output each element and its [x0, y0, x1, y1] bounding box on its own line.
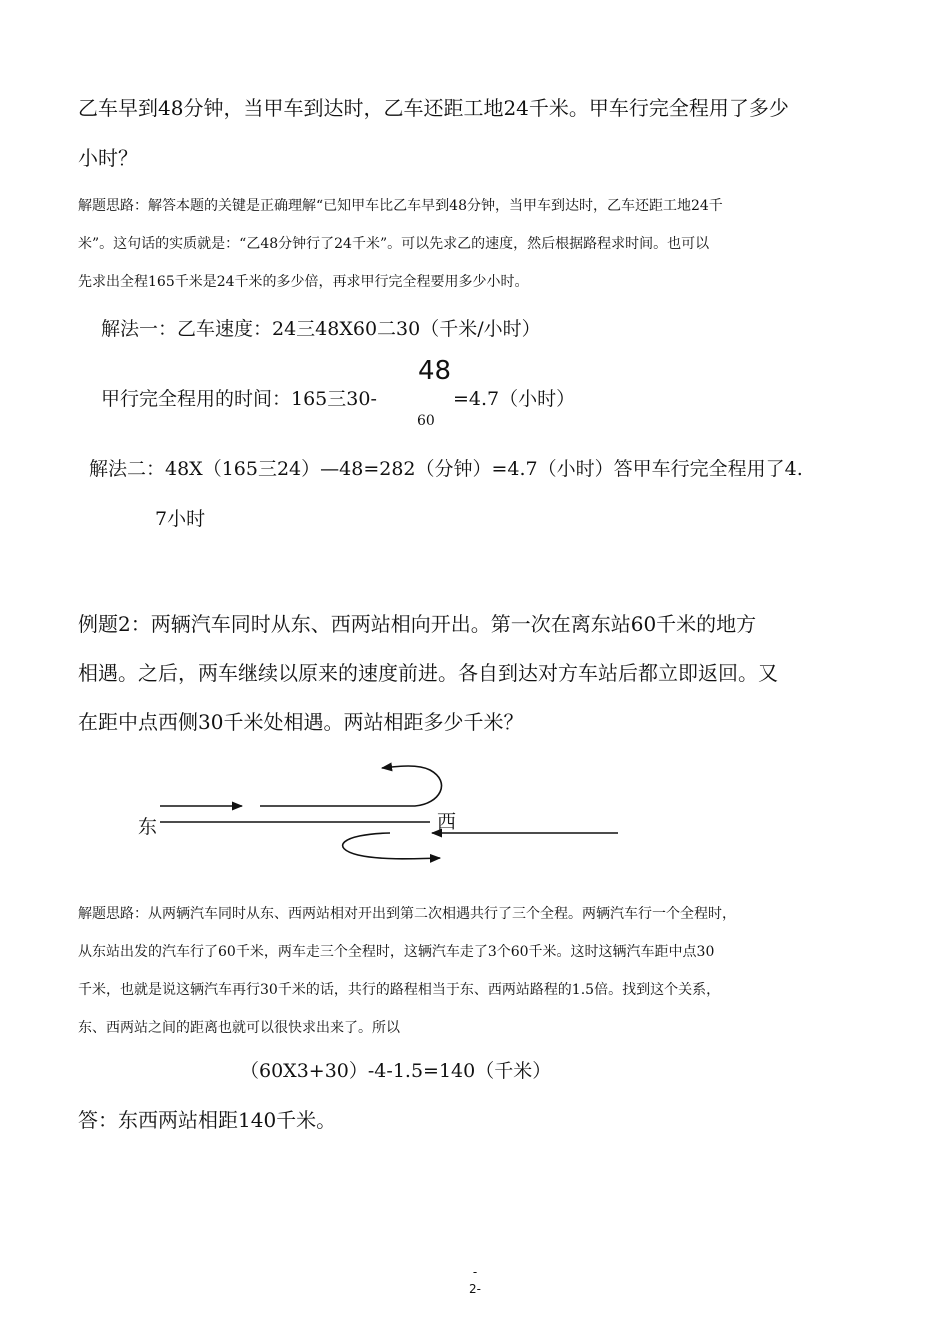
problem2-text-line1: 例题2：两辆汽车同时从东、西两站相向开出。第一次在离东站60千米的地方 [78, 612, 757, 636]
label-east: 东 [138, 816, 158, 838]
method2-line2: 7小时 [155, 508, 206, 530]
fraction-numerator: 48 [418, 356, 452, 386]
fraction-denominator: 60 [417, 413, 435, 429]
east-car-return-path [260, 766, 442, 806]
label-west: 西 [437, 811, 457, 833]
problem1-text-line2: 小时？ [78, 146, 138, 170]
problem2-analysis-line4: 东、西两站之间的距离也就可以很快求出来了。所以 [78, 1020, 400, 1036]
method1-line2-suffix: =4.7（小时） [453, 388, 576, 410]
footer-dash: - [472, 1265, 478, 1279]
problem1-analysis-line3: 先求出全程165千米是24千米的多少倍，再求甲行完全程要用多少小时。 [78, 274, 529, 290]
problem2-analysis-line1: 解题思路：从两辆汽车同时从东、西两站相对开出到第二次相遇共行了三个全程。两辆汽车行一个全程时， [78, 906, 736, 922]
meeting-diagram-svg [130, 752, 630, 872]
problem2-formula: （60X3+30）-4-1.5=140（千米） [240, 1060, 552, 1082]
meeting-diagram [130, 752, 630, 872]
problem2-analysis-line2: 从东站出发的汽车行了60千米，两车走三个全程时，这辆汽车走了3个60千米。这时这辆汽车距中点30 [78, 944, 715, 960]
method1-line2-prefix: 甲行完全程用的时间：165三30- [101, 388, 377, 410]
problem1-analysis-line1: 解题思路：解答本题的关键是正确理解“已知甲车比乙车早到48分钟，当甲车到达时，乙车还距工地24千 [78, 198, 723, 214]
method2-line1: 解法二：48X（165三24）—48=282（分钟）=4.7（小时）答甲车行完全程用了4. [89, 458, 803, 480]
page-number: 2- [469, 1282, 481, 1296]
problem1-analysis-line2: 米”。这句话的实质就是：“乙48分钟行了24千米”。可以先求乙的速度，然后根据路程求时间。也可以 [78, 236, 710, 252]
problem2-answer: 答：东西两站相距140千米。 [78, 1108, 337, 1132]
method1-line1: 解法一：乙车速度：24三48X60二30（千米/小时） [101, 318, 541, 340]
problem1-text-line1: 乙车早到48分钟，当甲车到达时，乙车还距工地24千米。甲车行完全程用了多少 [78, 96, 789, 120]
problem2-analysis-line3: 千米，也就是说这辆汽车再行30千米的话，共行的路程相当于东、西两站路程的1.5倍。找到这个关系， [78, 982, 721, 998]
west-car-return-path [343, 833, 440, 859]
problem2-text-line2: 相遇。之后，两车继续以原来的速度前进。各自到达对方车站后都立即返回。又 [78, 661, 778, 685]
problem2-text-line3: 在距中点西侧30千米处相遇。两站相距多少千米？ [78, 710, 524, 734]
